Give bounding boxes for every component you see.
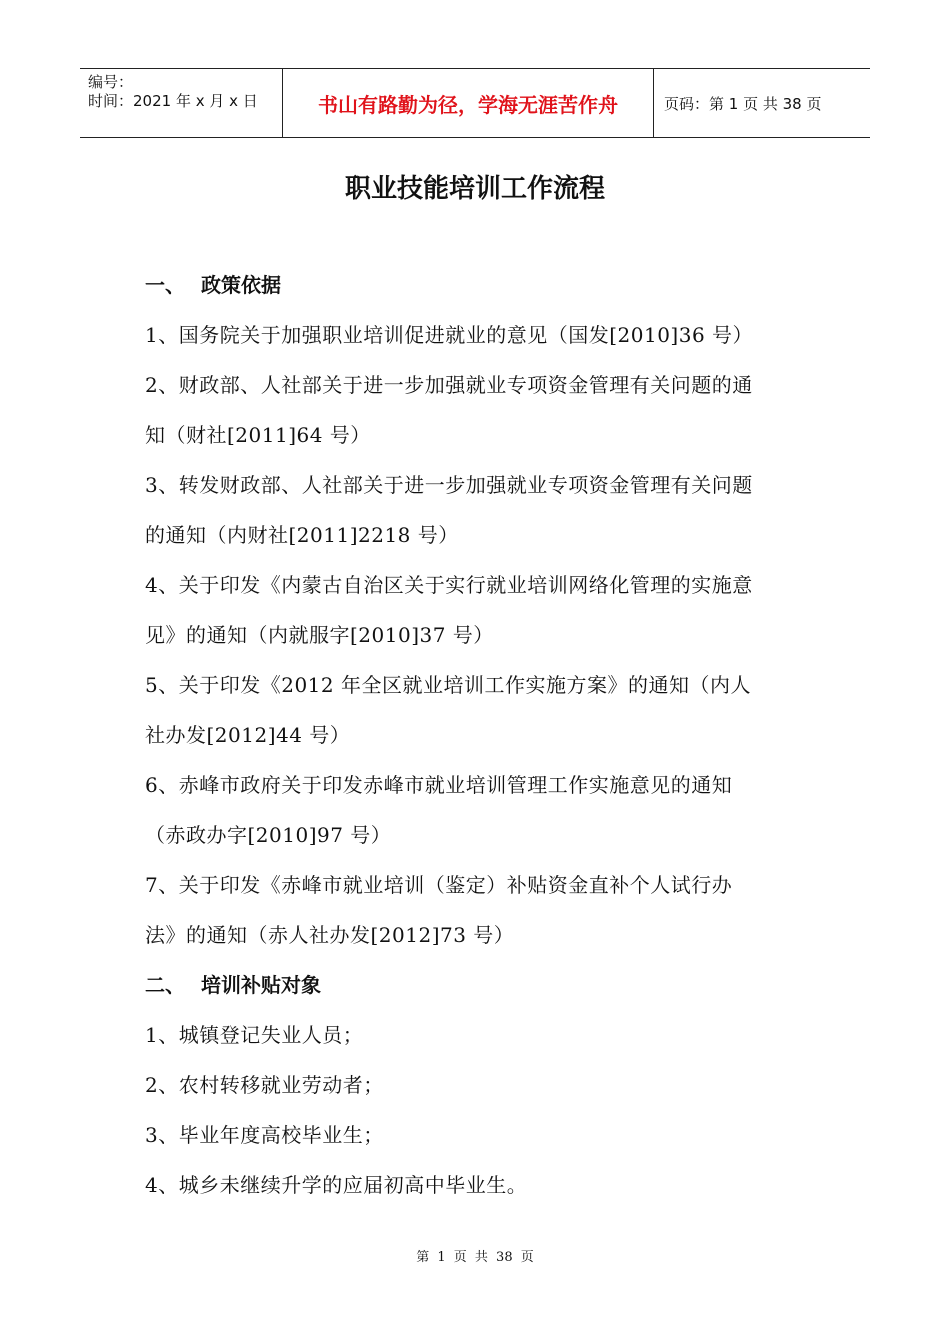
document-body: [145, 260, 815, 1210]
list-item: [145, 1160, 815, 1210]
section-number: 二、: [145, 973, 185, 997]
item-line: 6、赤峰市政府关于印发赤峰市就业培训管理工作实施意见的通知: [145, 773, 733, 797]
item-line: 1、城镇登记失业人员；: [145, 1023, 364, 1047]
section-title: 培训补贴对象: [201, 973, 321, 997]
item-line: 3、毕业年度高校毕业生；: [145, 1123, 384, 1147]
item-line: 2、农村转移就业劳动者；: [145, 1073, 384, 1097]
item-line: 法》的通知（赤人社办发[2012]73 号）: [145, 923, 515, 947]
item-line: 4、城乡未继续升学的应届初高中毕业生。: [145, 1173, 528, 1197]
document-title: 职业技能培训工作流程: [344, 174, 605, 204]
item-line: 2、财政部、人社部关于进一步加强就业专项资金管理有关问题的通: [145, 373, 753, 397]
section-title: 政策依据: [201, 273, 281, 297]
item-line: 的通知（内财社[2011]2218 号）: [145, 523, 459, 547]
list-item: [145, 860, 815, 960]
item-line: 4、关于印发《内蒙古自治区关于实行就业培训网络化管理的实施意: [145, 573, 753, 597]
page-footer: 第 1 页 共 38 页: [416, 1250, 534, 1265]
item-line: （赤政办字[2010]97 号）: [145, 823, 392, 847]
item-line: 见》的通知（内就服字[2010]37 号）: [145, 623, 494, 647]
doc-time-label: 时间：2021 年 x 月 x 日: [88, 92, 258, 110]
header-meta: [80, 69, 282, 137]
list-item: [145, 660, 815, 760]
list-item: [145, 1110, 815, 1160]
item-line: 3、转发财政部、人社部关于进一步加强就业专项资金管理有关问题: [145, 473, 753, 497]
list-item: [145, 560, 815, 660]
item-line: 5、关于印发《2012 年全区就业培训工作实施方案》的通知（内人: [145, 673, 751, 697]
item-line: 社办发[2012]44 号）: [145, 723, 351, 747]
list-item: [145, 310, 815, 360]
section-policy-basis: [145, 260, 815, 960]
item-line: 7、关于印发《赤峰市就业培训（鉴定）补贴资金直补个人试行办: [145, 873, 733, 897]
item-line: 1、国务院关于加强职业培训促进就业的意见（国发[2010]36 号）: [145, 323, 754, 347]
header-page-info: 页码：第 1 页 共 38 页: [664, 94, 822, 113]
list-item: [145, 460, 815, 560]
section-subsidy-targets: [145, 960, 815, 1210]
header-motto: 书山有路勤为径，学海无涯苦作舟: [282, 69, 654, 137]
list-item: [145, 760, 815, 860]
list-item: [145, 360, 815, 460]
item-line: 知（财社[2011]64 号）: [145, 423, 371, 447]
section-heading: [145, 960, 815, 1010]
list-item: [145, 1060, 815, 1110]
doc-number-label: 编号：: [88, 73, 134, 91]
page-header: [80, 68, 870, 138]
section-number: 一、: [145, 273, 185, 297]
list-item: [145, 1010, 815, 1060]
section-heading: [145, 260, 815, 310]
